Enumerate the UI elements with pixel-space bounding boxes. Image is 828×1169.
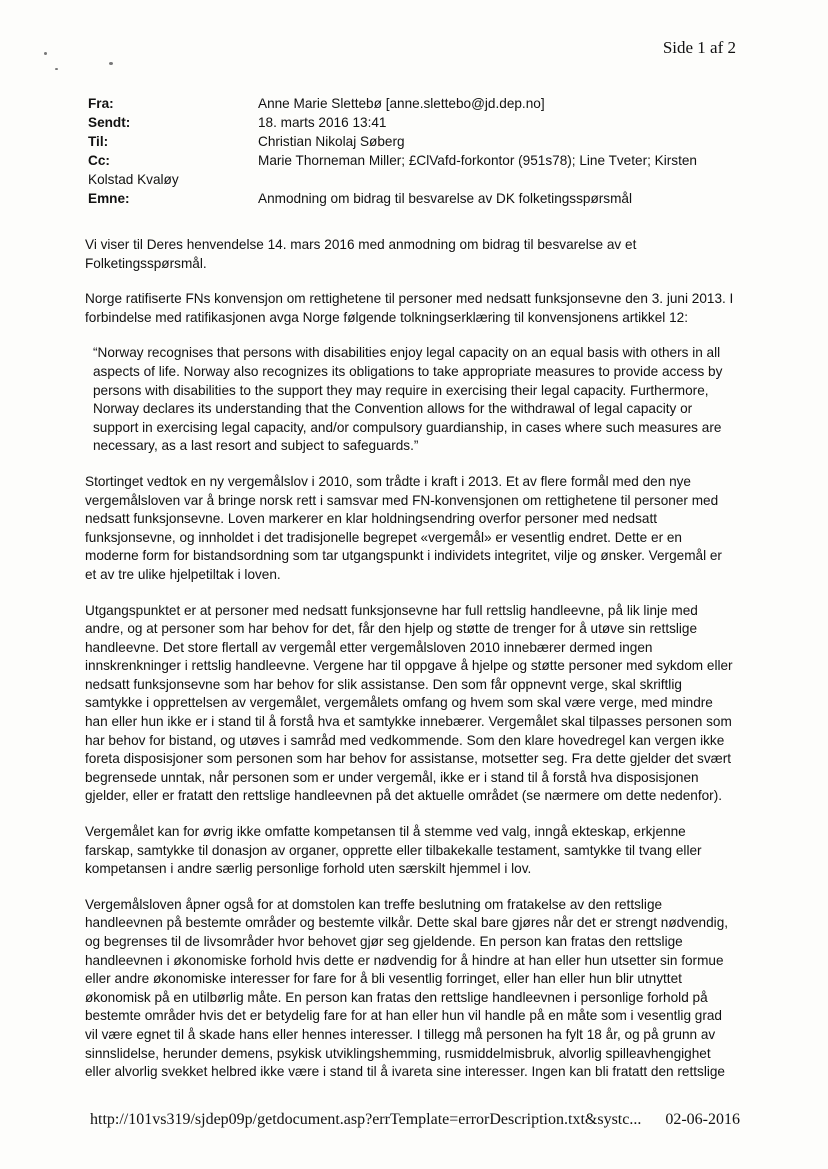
scan-speck [109,62,113,65]
cc-label: Cc: [88,153,110,168]
footer-url: http://101vs319/sjdep09p/getdocument.asp?errTemplate=errorDescription.txt&systc... [90,1111,642,1128]
paragraph-legal-capacity: Utgangspunktet er at personer med nedsatt funksjonsevne har full rettslig handleevne, på lik linje med andre, og at personer som har behov for det, får den hjelp og støtte de trenger for å utøve sin rettslige handleevne. Det store flertall av vergemål etter vergemålsloven 2010 innebærer dermed ingen innskrenkninger i rettslig handleevne. Vergene har til oppgave å hjelpe og støtte personer med sykdom eller nedsatt funksjonsevne som har behov for slik assistanse. Den som får oppnevnt verge, skal skriftlig samtykke i opprettelsen av vergemålet, vergemålets omfang og hvem som skal være verge, med mindre han eller hun ikke er i stand til å forstå hva et samtykke innebærer. Vergemålet skal tilpasses personen som har behov for bistand, og utøves i samråd med vedkommende. Som den klare hovedregel kan vergen ikke foreta disposisjoner som personen som har behov for assistanse, motsetter seg. Fra dette gjelder det svært begrensede unntak, når personen som er under vergemål, ikke er i stand til å forstå hva disposisjonen gjelder, eller er fratatt den rettslige handleevnen på det aktuelle området (se nærmere om dette nedenfor). [85,602,733,804]
paragraph-deprivation: Vergemålsloven åpner også for at domstolen kan treffe beslutning om fratakelse av den rettslige handleevnen på bestemte områder og bestemte vilkår. Dette skal bare gjøres når det er strengt nødvendig, og begrenses til de livsområder hvor behovet gjør seg gjeldende. En person kan fratas den rettslige handleevnen i økonomiske forhold hvis dette er nødvendig for å hindre at han eller hun utsetter sin formue eller andre økonomiske interesser for fare for å bli vesentlig forringet, eller han eller hun blir utnyttet økonomisk på en utilbørlig måte. En person kan fratas den rettslige handleevnen i personlige forhold på bestemte områder hvis det er betydelig fare for at han eller hun vil handle på en måte som i vesentlig grad vil være egnet til å skade hans eller hennes interesser. I tillegg må personen ha fylt 18 år, og på grunn av sinnslidelse, herunder demens, psykisk utviklingshemming, rusmiddelmisbruk, alvorlig spilleavhengighet eller alvorlig svekket helbred ikke være i stand til å ivareta sine interesser. Ingen kan bli fratatt den rettslige [85,896,729,1080]
to-row [88,132,738,151]
sent-value: 18. marts 2016 13:41 [258,115,387,130]
page-number: Side 1 af 2 [662,38,736,57]
from-label: Fra: [88,96,114,111]
paragraph-guardianship-act: Stortinget vedtok en ny vergemålslov i 2010, som trådte i kraft i 2013. Et av flere formål med den nye vergemålsloven var å bringe norsk rett i samsvar med FN-konvensjonen om rettighetene til personer med nedsatt funksjonsevne. Loven markerer en klar holdningsendring overfor personer med nedsatt funksjonsevne, og innholdet i det tradisjonelle begrepet «vergemål» er vesentlig endret. Dette er en moderne form for bistandsordning som tar utgangspunkt i individets integritet, vilje og ønsker. Vergemål er et av tre ulike hjelpetiltak i loven. [85,473,722,582]
declaration-quote: “Norway recognises that persons with disabilities enjoy legal capacity on an equal basis with others in all aspects of life. Norway also recognizes its obligations to take appropriate measures to provide access by persons with disabilities to the support they may require in exercising their legal capacity. Furthermore, Norway declares its understanding that the Convention allows for the withdrawal of legal capacity or support in exercising legal capacity, and/or compulsory guardianship, in cases where such measures are necessary, as a last resort and subject to safeguards.” [93,345,723,454]
subject-value: Anmodning om bidrag til besvarelse av DK folketingsspørsmål [258,191,632,206]
cc-value: Marie Thorneman Miller; £ClVafd-forkontor (951s78); Line Tveter; Kirsten Kolstad Kvaløy [88,153,697,187]
subject-label: Emne: [88,191,130,206]
paragraph-limitations: Vergemålet kan for øvrig ikke omfatte kompetansen til å stemme ved valg, inngå ekteskap, erkjenne farskap, samtykke til donasjon av organer, opprette eller tilbakekalle testament, samtykke til tvang eller kompetansen i andre særlig personlige forhold uten særskilt hjemmel i lov. [85,824,702,877]
subject-row [88,189,738,208]
to-value: Christian Nikolaj Søberg [258,134,405,149]
paragraph-ratification: Norge ratifiserte FNs konvensjon om rettighetene til personer med nedsatt funksjonsevne den 3. juni 2013. I forbindelse med ratifikasjonen avga Norge følgende tolkningserklæring til konvensjonens artikkel 12: [85,291,734,325]
from-value: Anne Marie Slettebø [anne.slettebo@jd.dep.no] [258,96,545,111]
email-header [88,94,738,208]
sent-label: Sendt: [88,115,131,130]
sent-row [88,113,738,132]
paragraph-intro: Vi viser til Deres henvendelse 14. mars 2016 med anmodning om bidrag til besvarelse av et Folketingsspørsmål. [85,237,637,271]
scan-speck [55,68,58,70]
cc-row [88,151,738,189]
from-row [88,94,738,113]
to-label: Til: [88,134,109,149]
letter-body [85,236,737,1099]
print-footer [90,1111,740,1129]
scan-speck [44,52,47,55]
footer-date: 02-06-2016 [665,1111,740,1128]
